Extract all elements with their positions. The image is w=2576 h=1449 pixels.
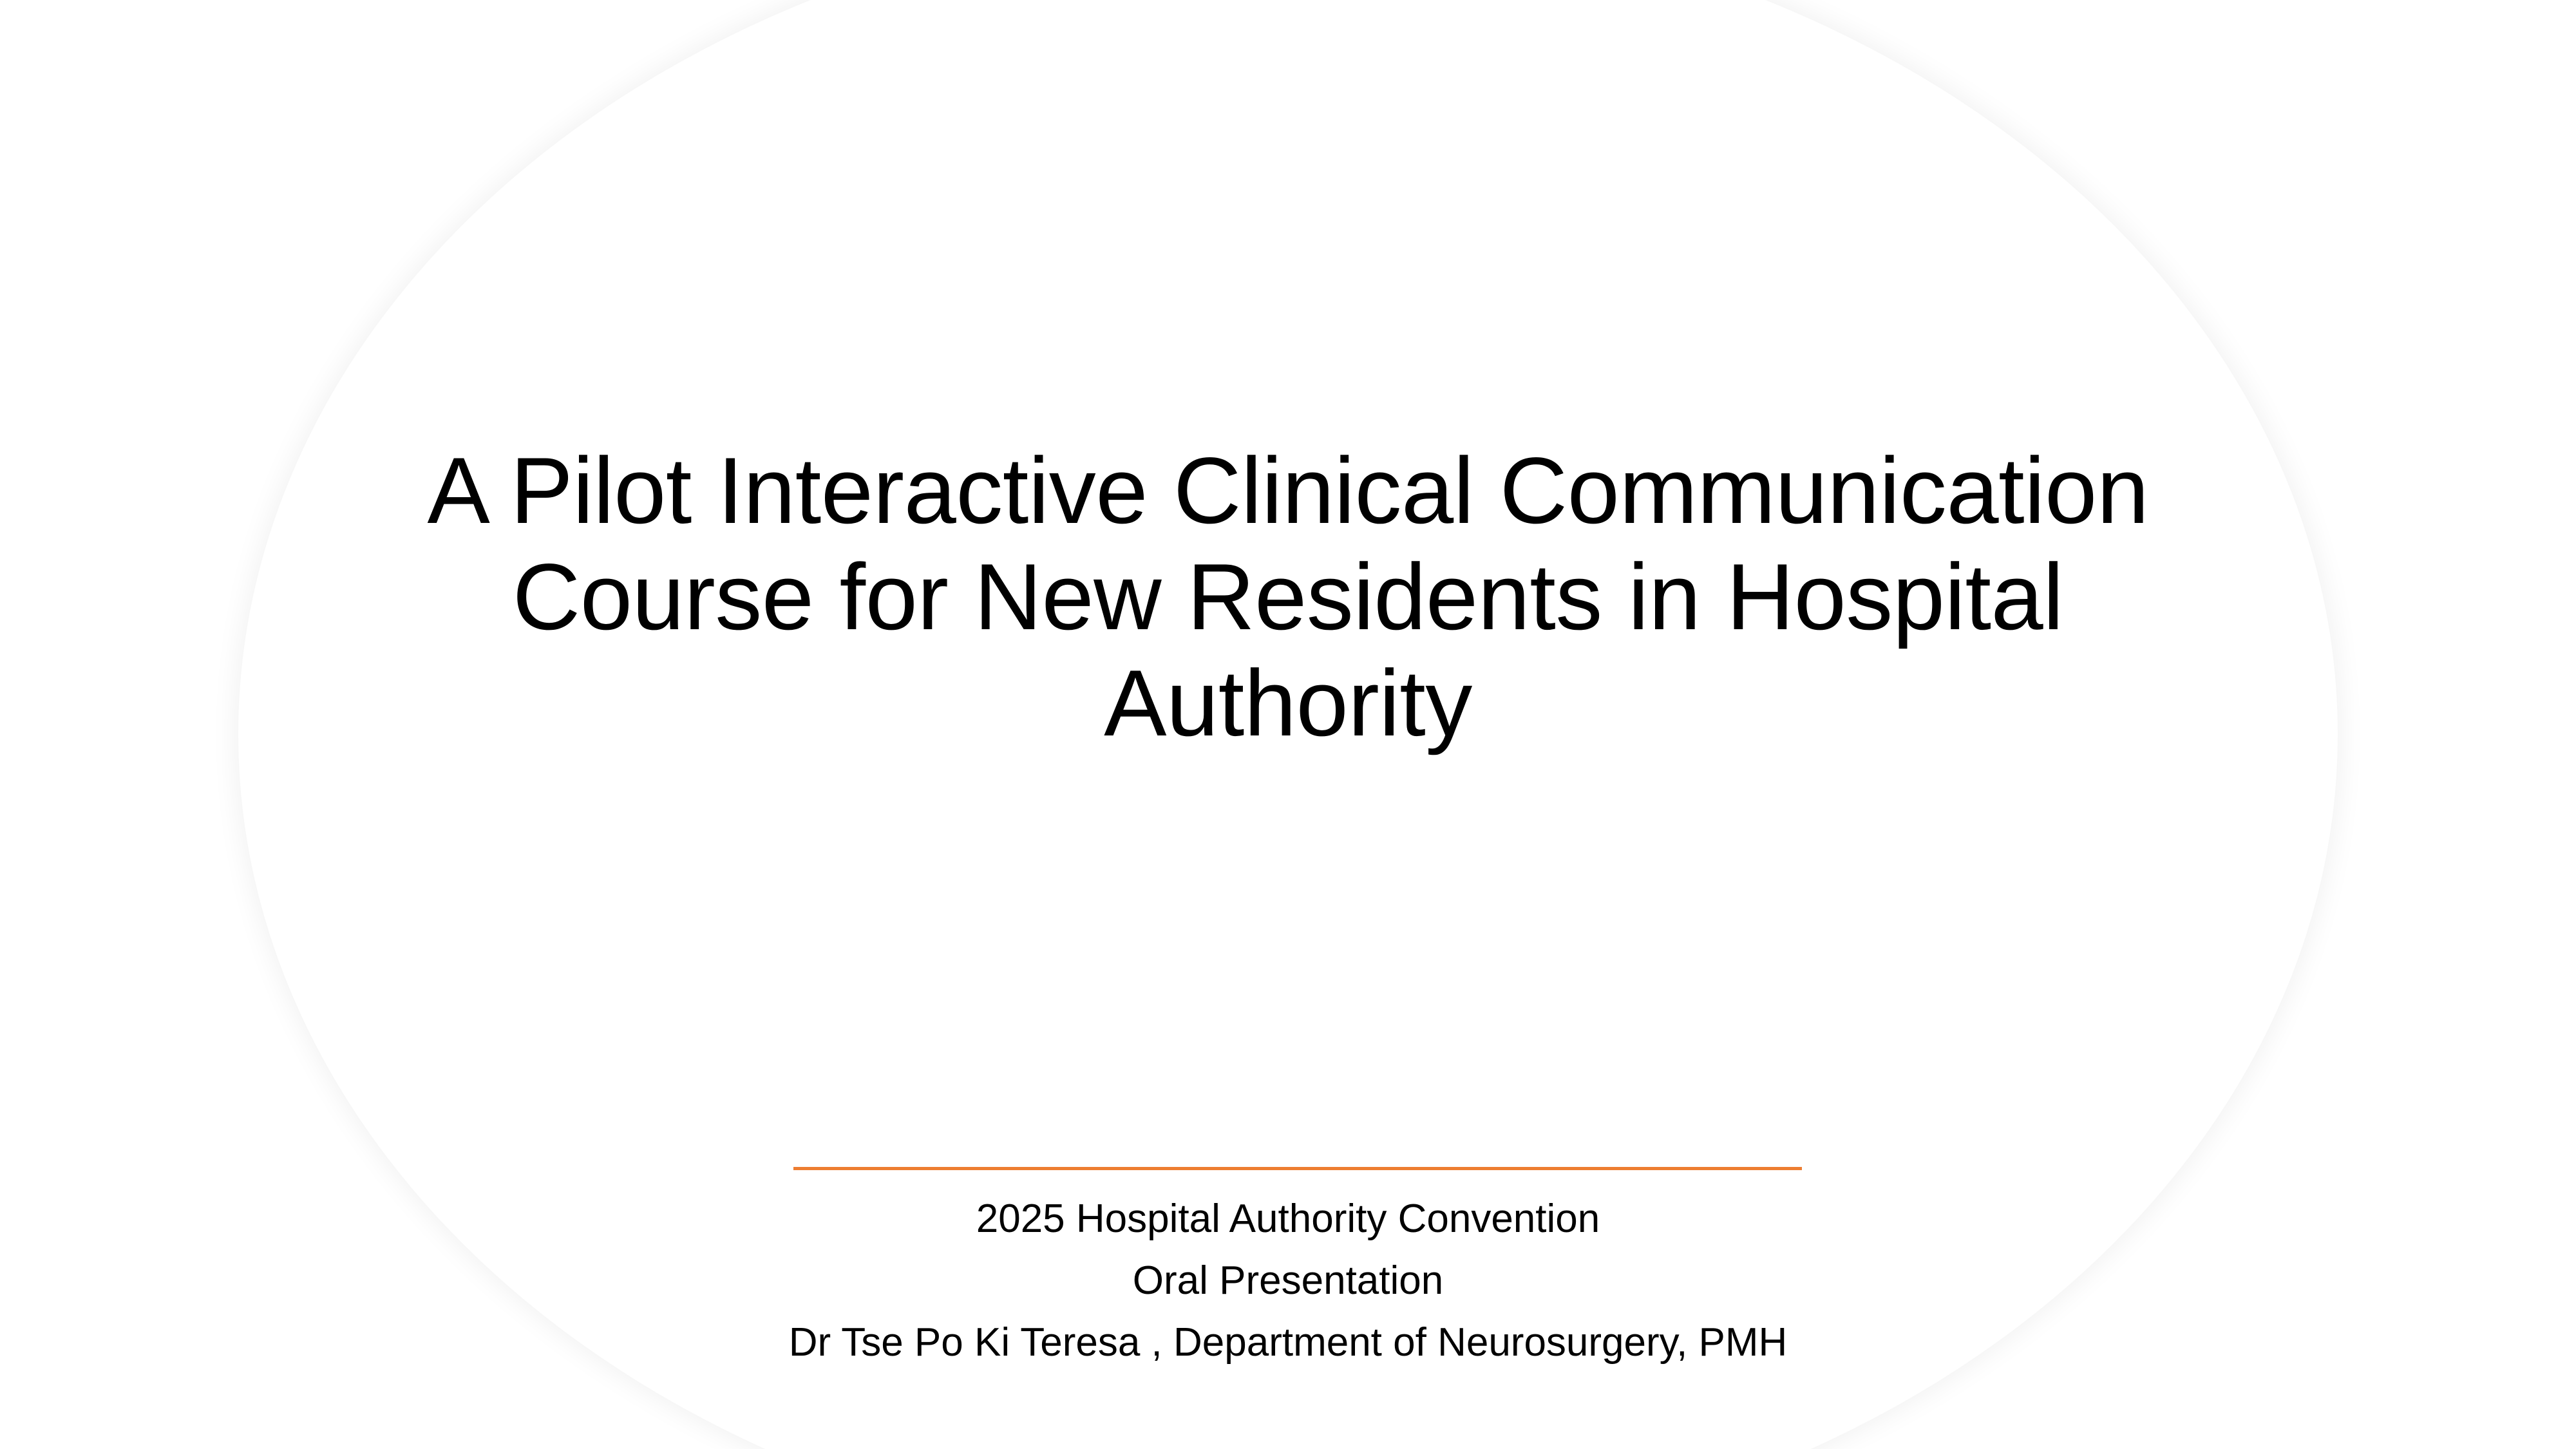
slide-subtitle: [386, 1188, 2190, 1374]
subtitle-line-event: 2025 Hospital Authority Convention: [976, 1197, 1600, 1241]
title-divider: [793, 1167, 1802, 1170]
slide-title: A Pilot Interactive Clinical Communication Course for New Residents in Hospital Authority: [427, 438, 2149, 755]
subtitle-line-author: Dr Tse Po Ki Teresa , Department of Neurosurgery, PMH: [788, 1320, 1788, 1365]
subtitle-line-session: Oral Presentation: [1132, 1258, 1444, 1303]
